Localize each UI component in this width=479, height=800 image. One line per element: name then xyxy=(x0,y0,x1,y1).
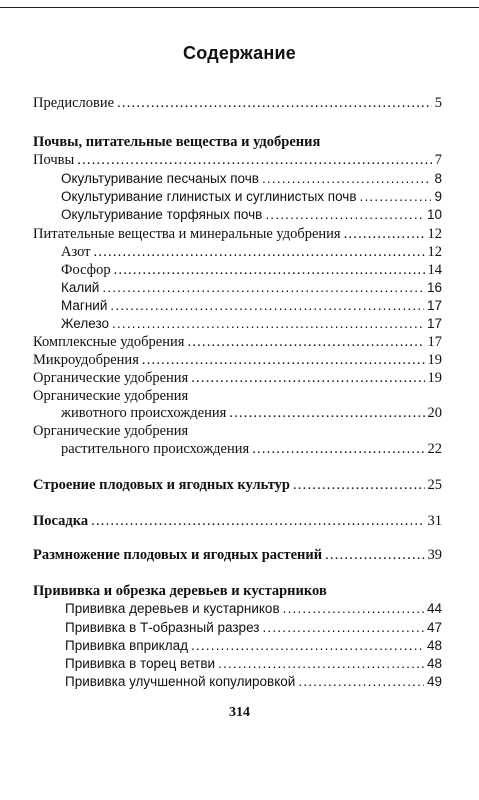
page-title: Содержание xyxy=(183,43,296,63)
toc-page-number: 9 xyxy=(434,189,442,204)
dot-leader xyxy=(265,206,424,224)
toc-page-number: 22 xyxy=(427,441,442,457)
toc-entry-phosphorus: Фосфор ..... 14 xyxy=(33,261,442,279)
toc-page-number: 17 xyxy=(426,298,442,313)
toc-page-number: 8 xyxy=(434,171,442,186)
toc-entry-magnesium: Магний ..... 17 xyxy=(33,297,442,315)
toc-page-number: 12 xyxy=(427,226,442,242)
dot-leader xyxy=(229,404,424,422)
dot-leader xyxy=(252,440,424,458)
toc-page-number: 48 xyxy=(426,638,442,653)
dot-leader xyxy=(112,315,424,333)
toc-entry-propagation: Размножение плодовых и ягодных растений ..... 39 xyxy=(33,546,442,564)
dot-leader xyxy=(283,600,424,618)
dot-leader xyxy=(293,476,425,494)
toc-page-number: 5 xyxy=(434,95,442,111)
dot-leader xyxy=(110,297,424,315)
toc-entry-organic-animal-line2: животного происхождения ..... 20 xyxy=(33,404,442,422)
dot-leader xyxy=(360,188,432,206)
dot-leader xyxy=(77,151,432,169)
top-rule xyxy=(0,7,479,8)
dot-leader xyxy=(325,546,424,564)
toc-page-number: 20 xyxy=(427,405,442,421)
toc-entry-organic-plant-line1: Органические удобрения xyxy=(33,423,189,439)
toc-entry-nitrogen: Азот ..... 12 xyxy=(33,243,442,261)
toc-entry-grafting-side: Прививка вприклад ..... 48 xyxy=(33,637,442,655)
toc-page-number: 47 xyxy=(426,620,442,635)
toc-page-number: 44 xyxy=(426,601,442,616)
toc-section-soils-heading: Почвы, питательные вещества и удобрения xyxy=(33,134,321,150)
toc-entry-potassium: Калий ..... 16 xyxy=(33,279,442,297)
toc-page-number: 12 xyxy=(427,244,442,260)
toc-page-number: 31 xyxy=(427,513,442,529)
toc-entry-organic-plant-line2: растительного происхождения ..... 22 xyxy=(33,440,442,458)
dot-leader xyxy=(117,94,432,112)
toc-page-number: 17 xyxy=(426,316,442,331)
toc-entry-clay-soils: Окультуривание глинистых и суглинистых почв ..... 9 xyxy=(33,188,442,206)
toc-page-number: 10 xyxy=(426,207,442,222)
toc-page-number: 17 xyxy=(427,334,442,350)
toc-section-grafting-heading: Прививка и обрезка деревьев и кустарников xyxy=(33,583,327,599)
toc-entry-grafting-branch-end: Прививка в торец ветви ..... 48 xyxy=(33,655,442,673)
toc-page-number: 48 xyxy=(426,656,442,671)
toc-entry-preface: Предисловие ..... 5 xyxy=(33,94,442,112)
toc-entry-planting: Посадка ..... 31 xyxy=(33,512,442,530)
toc-entry-organic-animal-line1: Органические удобрения xyxy=(33,388,189,404)
toc-page-number: 16 xyxy=(426,280,442,295)
toc-entry-iron: Железо ..... 17 xyxy=(33,315,442,333)
toc-entry-grafting-copulation: Прививка улучшенной копулировкой ..... 49 xyxy=(33,673,442,691)
toc-entry-sandy-soils: Окультуривание песчаных почв ..... 8 xyxy=(33,170,442,188)
dot-leader xyxy=(142,351,425,369)
dot-leader xyxy=(191,637,424,655)
toc-page-number: 14 xyxy=(427,262,442,278)
dot-leader xyxy=(191,369,424,387)
dot-leader xyxy=(91,512,424,530)
dot-leader xyxy=(114,261,425,279)
page-number: 314 xyxy=(229,705,250,720)
dot-leader xyxy=(94,243,425,261)
toc-page-number: 19 xyxy=(427,370,442,386)
toc-page-number: 7 xyxy=(434,152,442,168)
toc-page-number: 39 xyxy=(427,547,442,563)
toc-entry-nutrients: Питательные вещества и минеральные удобрения ..... 12 xyxy=(33,225,442,243)
toc-entry-soils: Почвы ..... 7 xyxy=(33,151,442,169)
toc-entry-organic-fertilizers: Органические удобрения ..... 19 xyxy=(33,369,442,387)
toc-entry-grafting-trees: Прививка деревьев и кустарников ..... 44 xyxy=(33,600,442,618)
toc-entry-fruit-structure: Строение плодовых и ягодных культур ..... 25 xyxy=(33,476,442,494)
toc-entry-micro-fertilizers: Микроудобрения ..... 19 xyxy=(33,351,442,369)
dot-leader xyxy=(218,655,424,673)
toc-page-number: 49 xyxy=(426,674,442,689)
toc-page-number: 19 xyxy=(427,352,442,368)
dot-leader xyxy=(298,673,424,691)
dot-leader xyxy=(262,170,432,188)
toc-entry-complex-fertilizers: Комплексные удобрения ..... 17 xyxy=(33,333,442,351)
dot-leader xyxy=(344,225,425,243)
toc-entry-peat-soils: Окультуривание торфяных почв ..... 10 xyxy=(33,206,442,224)
toc-page-number: 25 xyxy=(427,477,442,493)
toc-entry-grafting-t-cut: Прививка в Т-образный разрез ..... 47 xyxy=(33,619,442,637)
dot-leader xyxy=(262,619,423,637)
dot-leader xyxy=(102,279,424,297)
dot-leader xyxy=(187,333,424,351)
